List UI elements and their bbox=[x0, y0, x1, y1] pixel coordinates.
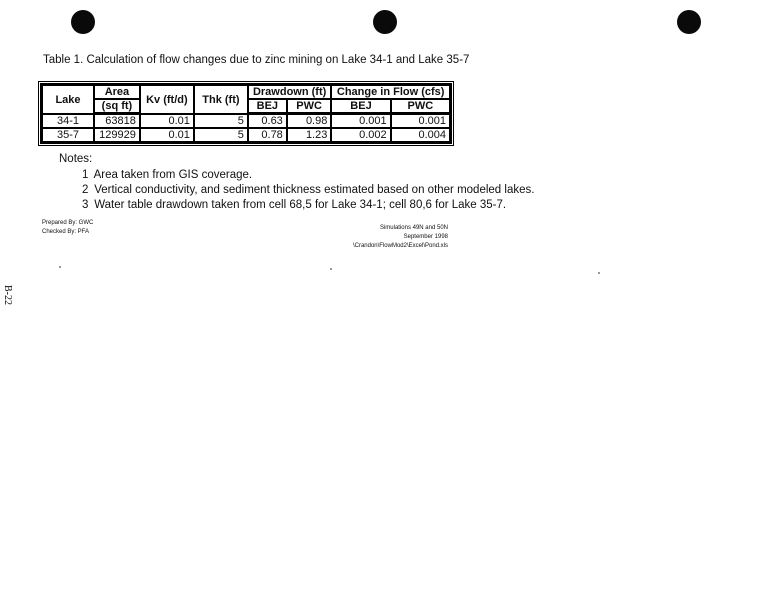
note-number: 2 bbox=[82, 184, 89, 196]
binder-hole bbox=[71, 10, 95, 34]
table-row bbox=[42, 128, 450, 142]
col-lake: Lake bbox=[42, 85, 94, 114]
cell-cf-bej: 0.001 bbox=[331, 114, 390, 128]
simulation-block bbox=[353, 224, 448, 251]
binder-hole bbox=[373, 10, 397, 34]
prepared-by: Prepared By: GWC bbox=[42, 220, 94, 226]
cell-dd-pwc: 0.98 bbox=[287, 114, 332, 128]
note-item bbox=[82, 168, 534, 183]
cell-dd-bej: 0.63 bbox=[248, 114, 287, 128]
col-cf-pwc: PWC bbox=[391, 99, 450, 114]
col-change-in-flow: Change in Flow (cfs) bbox=[331, 85, 450, 99]
notes-list bbox=[82, 168, 534, 213]
date-label: September 1998 bbox=[403, 234, 448, 240]
cell-area: 63818 bbox=[94, 114, 140, 128]
col-dd-pwc: PWC bbox=[287, 99, 332, 114]
note-text: Vertical conductivity, and sediment thickness estimated based on other modeled lakes. bbox=[94, 184, 535, 196]
note-text: Area taken from GIS coverage. bbox=[93, 169, 253, 181]
note-number: 1 bbox=[82, 169, 89, 181]
checked-by: Checked By: PFA bbox=[42, 229, 90, 235]
note-text: Water table drawdown taken from cell 68,5 for Lake 34-1; cell 80,6 for Lake 35-7. bbox=[94, 199, 507, 211]
col-thk: Thk (ft) bbox=[194, 85, 248, 114]
col-dd-bej: BEJ bbox=[248, 99, 287, 114]
prepared-block bbox=[42, 219, 93, 237]
cell-lake: 35-7 bbox=[42, 128, 94, 142]
col-area-unit: (sq ft) bbox=[94, 99, 140, 114]
col-drawdown: Drawdown (ft) bbox=[248, 85, 331, 99]
cell-dd-bej: 0.78 bbox=[248, 128, 287, 142]
cell-area: 129929 bbox=[94, 128, 140, 142]
cell-cf-pwc: 0.004 bbox=[391, 128, 450, 142]
binder-hole bbox=[677, 10, 701, 34]
cell-kv: 0.01 bbox=[140, 114, 194, 128]
cell-thk: 5 bbox=[194, 128, 248, 142]
table-title: Table 1. Calculation of flow changes due to zinc mining on Lake 34-1 and Lake 35-7 bbox=[43, 54, 470, 66]
col-kv: Kv (ft/d) bbox=[140, 85, 194, 114]
page-number: B-22 bbox=[2, 285, 13, 305]
cell-cf-bej: 0.002 bbox=[331, 128, 390, 142]
cell-kv: 0.01 bbox=[140, 128, 194, 142]
table-row bbox=[42, 114, 450, 128]
col-cf-bej: BEJ bbox=[331, 99, 390, 114]
scan-speck bbox=[330, 268, 332, 270]
note-number: 3 bbox=[82, 199, 89, 211]
flow-change-table bbox=[40, 83, 452, 144]
simulations-label: Simulations 49N and 50N bbox=[379, 225, 448, 231]
note-item bbox=[82, 198, 534, 213]
note-item bbox=[82, 183, 534, 198]
cell-dd-pwc: 1.23 bbox=[287, 128, 332, 142]
table-header-row bbox=[42, 85, 450, 99]
cell-lake: 34-1 bbox=[42, 114, 94, 128]
scan-speck bbox=[59, 266, 61, 268]
col-area: Area bbox=[94, 85, 140, 99]
file-path: \Crandon\FlowMod2\Excel\Pond.xls bbox=[352, 243, 448, 249]
scan-speck bbox=[598, 272, 600, 274]
notes-heading: Notes: bbox=[59, 153, 93, 165]
cell-thk: 5 bbox=[194, 114, 248, 128]
cell-cf-pwc: 0.001 bbox=[391, 114, 450, 128]
